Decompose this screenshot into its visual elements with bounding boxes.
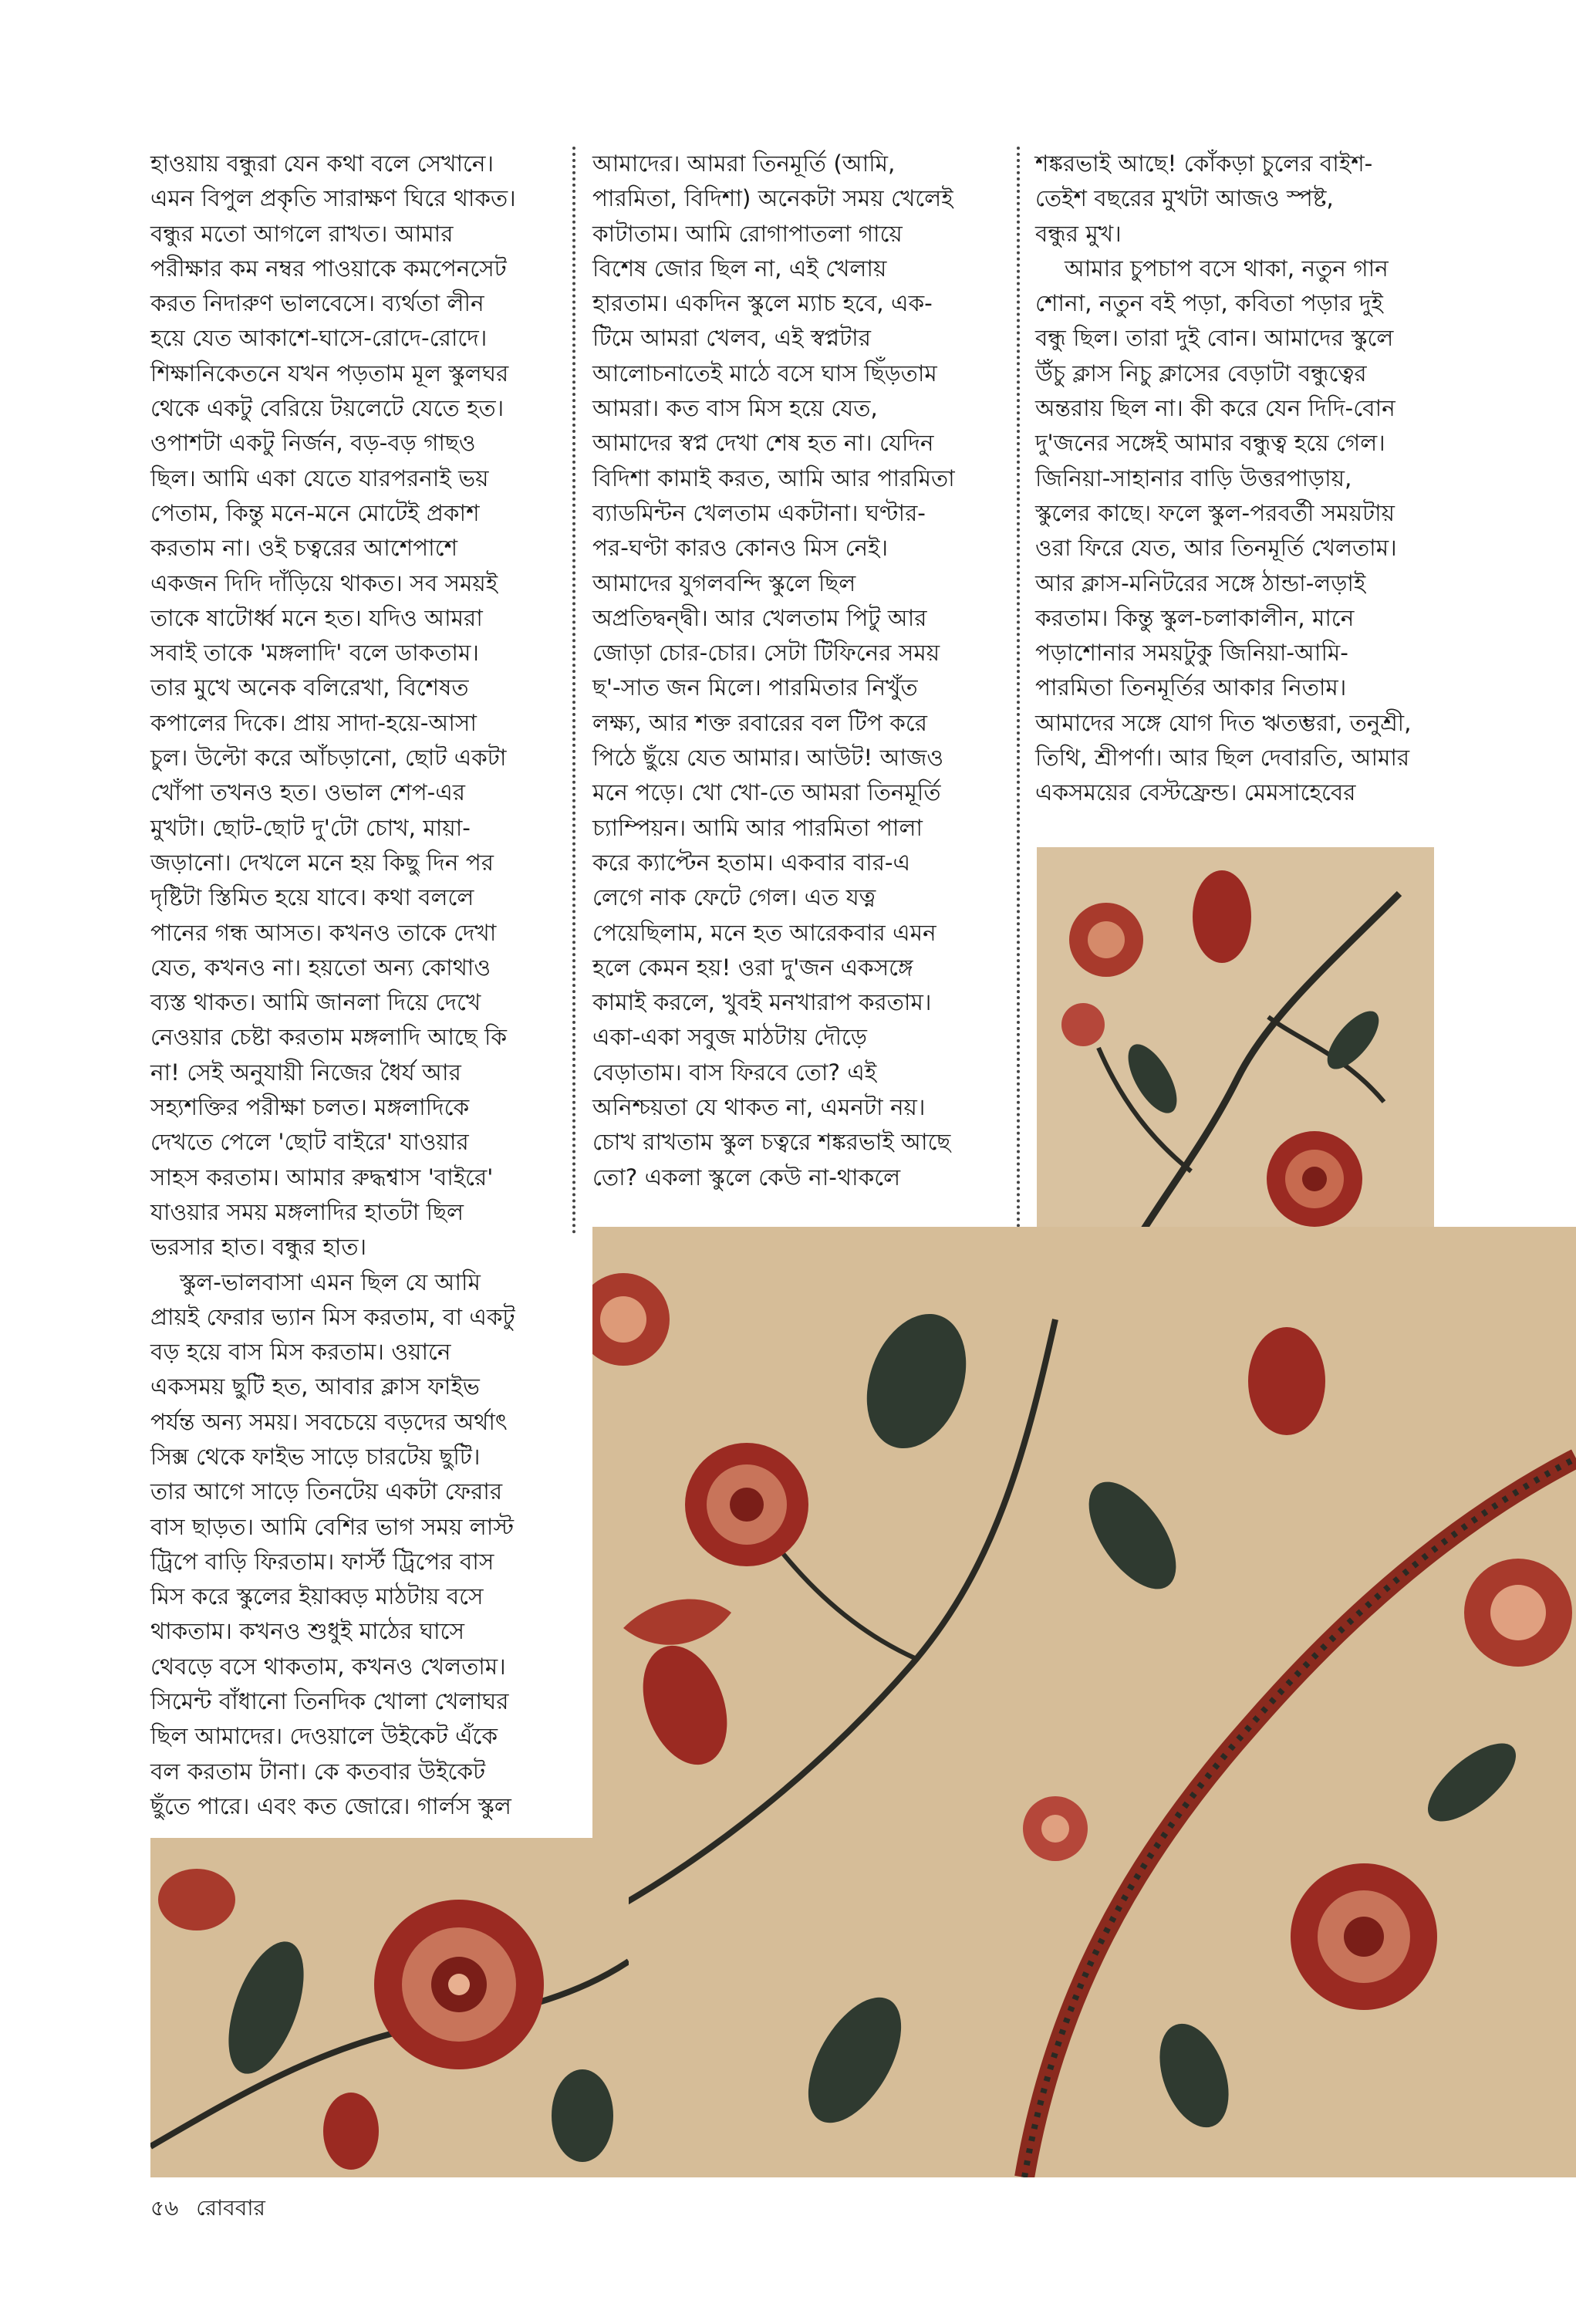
text-line: থাকতাম। কখনও শুধুই মাঠের ঘাসে — [150, 1618, 464, 1645]
text-line: তাকে ষাটোর্ধ্ব মনে হত। যদিও আমরা — [150, 604, 483, 631]
text-line: তো? একলা স্কুলে কেউ না-থাকলে — [592, 1164, 901, 1191]
text-line: বিদিশা কামাই করত, আমি আর পারমিতা — [592, 464, 955, 491]
paragraph — [1035, 147, 1436, 252]
text-line: ট্রিপে বাড়ি ফিরতাম। ফার্স্ট ট্রিপের বাস — [150, 1548, 494, 1575]
text-line: বন্ধু ছিল। তারা দুই বোন। আমাদের স্কুলে — [1035, 325, 1394, 352]
paragraph — [150, 147, 540, 1265]
text-line: তার মুখে অনেক বলিরেখা, বিশেষত — [150, 674, 469, 701]
text-line: বাস ছাড়ত। আমি বেশির ভাগ সময় লাস্ট — [150, 1513, 515, 1540]
floral-fabric-image-bottom — [150, 1838, 629, 2177]
text-line: আমাদের যুগলবন্দি স্কুলে ছিল — [592, 569, 856, 596]
text-line: পেয়েছিলাম, মনে হত আরেকবার এমন — [592, 919, 936, 946]
text-line: সবাই তাকে 'মঙ্গলাদি' বলে ডাকতাম। — [150, 640, 479, 667]
text-line: আমাদের স্বপ্ন দেখা শেষ হত না। যেদিন — [592, 430, 934, 457]
text-line: কামাই করলে, খুবই মনখারাপ করতাম। — [592, 989, 932, 1016]
text-line: আমার চুপচাপ বসে থাকা, নতুন গান — [1065, 255, 1389, 282]
page-footer — [150, 2191, 276, 2228]
text-line: না! সেই অনুযায়ী নিজের ধৈর্য আর — [150, 1059, 461, 1086]
text-line: পারমিতা তিনমূর্তির আকার নিতাম। — [1035, 674, 1347, 701]
text-line: দৃষ্টিটা স্তিমিত হয়ে যাবে। কথা বললে — [150, 884, 474, 911]
text-line: শঙ্করভাই আছে! কোঁকড়া চুলের বাইশ- — [1035, 150, 1373, 177]
text-line: অন্তরায় ছিল না। কী করে যেন দিদি-বোন — [1035, 395, 1395, 422]
text-line: জড়ানো। দেখলে মনে হয় কিছু দিন পর — [150, 849, 494, 876]
text-line: পারমিতা, বিদিশা) অনেকটা সময় খেলেই — [592, 185, 953, 212]
text-line: অপ্রতিদ্বন্দ্বী। আর খেলতাম পিটু আর — [592, 604, 927, 631]
text-line: কপালের দিকে। প্রায় সাদা-হয়ে-আসা — [150, 709, 477, 736]
text-line: সিমেন্ট বাঁধানো তিনদিক খোলা খেলাঘর — [150, 1688, 509, 1715]
text-line: শিক্ষানিকেতনে যখন পড়তাম মূল স্কুলঘর — [150, 360, 509, 387]
text-line: পানের গন্ধ আসত। কখনও তাকে দেখা — [150, 919, 497, 946]
text-line: বন্ধুর মুখ। — [1035, 220, 1122, 247]
text-line: আমাদের। আমরা তিনমূর্তি (আমি, — [592, 150, 896, 177]
text-column-2 — [592, 147, 994, 1195]
text-line: ছুঁতে পারে। এবং কত জোরে। গার্লস স্কুল — [150, 1792, 511, 1819]
text-line: শোনা, নতুন বই পড়া, কবিতা পড়ার দুই — [1035, 290, 1383, 317]
text-line: বড় হয়ে বাস মিস করতাম। ওয়ানে — [150, 1339, 451, 1366]
text-line: করে ক্যাপ্টেন হতাম। একবার বার-এ — [592, 849, 911, 876]
text-line: থেবড়ে বসে থাকতাম, কখনও খেলতাম। — [150, 1653, 506, 1680]
text-line: তার আগে সাড়ে তিনটেয় একটা ফেরার — [150, 1478, 503, 1505]
text-line: এমন বিপুল প্রকৃতি সারাক্ষণ ঘিরে থাকত। — [150, 185, 516, 212]
text-line: যেত, কখনও না। হয়তো অন্য কোথাও — [150, 954, 491, 981]
paragraph — [150, 1265, 540, 1825]
text-line: মুখটা। ছোট-ছোট দু'টো চোখ, মায়া- — [150, 814, 471, 841]
text-line: করতাম। কিন্তু স্কুল-চলাকালীন, মানে — [1035, 604, 1355, 631]
text-line: বেড়াতাম। বাস ফিরবে তো? এই — [592, 1059, 877, 1086]
magazine-name: রোববার — [196, 2195, 265, 2221]
text-line: ছ'-সাত জন মিলে। পারমিতার নিখুঁত — [592, 674, 918, 701]
text-line: আর ক্লাস-মনিটরের সঙ্গে ঠান্ডা-লড়াই — [1035, 569, 1366, 596]
text-line: দু'জনের সঙ্গেই আমার বন্ধুত্ব হয়ে গেল। — [1035, 430, 1385, 457]
text-line: একা-একা সবুজ মাঠটায় দৌড়ে — [592, 1024, 867, 1051]
text-line: ব্যাডমিন্টন খেলতাম একটানা। ঘণ্টার- — [592, 499, 926, 526]
text-line: করতাম না। ওই চত্বরের আশেপাশে — [150, 535, 458, 562]
text-line: একসময়ের বেস্টফ্রেন্ড। মেমসাহেবের — [1035, 779, 1356, 806]
text-line: ছিল। আমি একা যেতে যারপরনাই ভয় — [150, 464, 489, 491]
text-line: মিস করে স্কুলের ইয়াব্বড় মাঠটায় বসে — [150, 1583, 484, 1610]
text-line: একজন দিদি দাঁড়িয়ে থাকত। সব সময়ই — [150, 569, 498, 596]
text-line: চ্যাম্পিয়ন। আমি আর পারমিতা পালা — [592, 814, 923, 841]
text-line: আলোচনাতেই মাঠে বসে ঘাস ছিঁড়তাম — [592, 360, 937, 387]
text-line: পেতাম, কিন্তু মনে-মনে মোটেই প্রকাশ — [150, 499, 480, 526]
text-line: লেগে নাক ফেটে গেল। এত যত্ন — [592, 884, 876, 911]
text-line: ছিল আমাদের। দেওয়ালে উইকেট এঁকে — [150, 1723, 498, 1750]
text-line: চুল। উল্টো করে আঁচড়ানো, ছোট একটা — [150, 745, 507, 772]
page-number: ৫৬ — [150, 2195, 179, 2221]
text-line: অনিশ্চয়তা যে থাকত না, এমনটা নয়। — [592, 1094, 926, 1121]
text-line: মনে পড়ে। খো খো-তে আমরা তিনমূর্তি — [592, 779, 941, 806]
text-line: সহ্যশক্তির পরীক্ষা চলত। মঙ্গলাদিকে — [150, 1094, 470, 1121]
text-line: পর্যন্ত অন্য সময়। সবচেয়ে বড়দের অর্থাৎ — [150, 1408, 508, 1435]
text-line: উঁচু ক্লাস নিচু ক্লাসের বেড়াটা বন্ধুত্বের — [1035, 360, 1367, 387]
text-line: পরীক্ষার কম নম্বর পাওয়াকে কমপেনসেট — [150, 255, 507, 282]
text-line: স্কুল-ভালবাসা এমন ছিল যে আমি — [180, 1268, 481, 1295]
text-line: কাটাতাম। আমি রোগাপাতলা গায়ে — [592, 220, 903, 247]
text-line: জিনিয়া-সাহানার বাড়ি উত্তরপাড়ায়, — [1035, 464, 1352, 491]
text-line: খোঁপা তখনও হত। ওভাল শেপ-এর — [150, 779, 465, 806]
text-line: পর-ঘণ্টা কারও কোনও মিস নেই। — [592, 535, 889, 562]
text-line: আমরা। কত বাস মিস হয়ে যেত, — [592, 395, 878, 422]
text-line: করত নিদারুণ ভালবেসে। ব্যর্থতা লীন — [150, 290, 484, 317]
text-line: হলে কেমন হয়! ওরা দু'জন একসঙ্গে — [592, 954, 913, 981]
column-divider-1 — [572, 147, 575, 1235]
text-line: তেইশ বছরের মুখটা আজও স্পষ্ট, — [1035, 185, 1334, 212]
text-line: নেওয়ার চেষ্টা করতাম মঙ্গলাদি আছে কি — [150, 1024, 508, 1051]
text-line: হারতাম। একদিন স্কুলে ম্যাচ হবে, এক- — [592, 290, 933, 317]
text-line: লক্ষ্য, আর শক্ত রবারের বল টিপ করে — [592, 709, 927, 736]
text-line: দেখতে পেলে 'ছোট বাইরে' যাওয়ার — [150, 1129, 469, 1156]
text-line: ওরা ফিরে যেত, আর তিনমূর্তি খেলতাম। — [1035, 535, 1397, 562]
text-line: ওপাশটা একটু নির্জন, বড়-বড় গাছও — [150, 430, 476, 457]
text-line: ভরসার হাত। বন্ধুর হাত। — [150, 1234, 367, 1261]
text-line: চোখ রাখতাম স্কুল চত্বরে শঙ্করভাই আছে — [592, 1129, 951, 1156]
paragraph — [592, 147, 994, 1195]
text-line: স্কুলের কাছে। ফলে স্কুল-পরবর্তী সময়টায় — [1035, 499, 1395, 526]
text-line: একসময় ছুটি হত, আবার ক্লাস ফাইভ — [150, 1373, 480, 1400]
paragraph — [1035, 252, 1436, 811]
text-column-1 — [150, 147, 540, 1824]
text-line: সিক্স থেকে ফাইভ সাড়ে চারটেয় ছুটি। — [150, 1443, 481, 1470]
text-line: যাওয়ার সময় মঙ্গলাদির হাতটা ছিল — [150, 1198, 464, 1225]
text-line: জোড়া চোর-চোর। সেটা টিফিনের সময় — [592, 640, 940, 667]
text-line: বল করতাম টানা। কে কতবার উইকেট — [150, 1758, 486, 1785]
text-line: পড়াশোনার সময়টুকু জিনিয়া-আমি- — [1035, 640, 1348, 667]
text-line: হাওয়ায় বন্ধুরা যেন কথা বলে সেখানে। — [150, 150, 494, 177]
text-line: সাহস করতাম। আমার রুদ্ধশ্বাস 'বাইরে' — [150, 1164, 494, 1191]
text-line: হয়ে যেত আকাশে-ঘাসে-রোদে-রোদে। — [150, 325, 488, 352]
text-line: প্রায়ই ফেরার ভ্যান মিস করতাম, বা একটু — [150, 1303, 515, 1330]
text-line: বিশেষ জোর ছিল না, এই খেলায় — [592, 255, 887, 282]
floral-fabric-image-main — [592, 1227, 1576, 2177]
text-line: থেকে একটু বেরিয়ে টয়লেটে যেতে হত। — [150, 395, 505, 422]
text-column-3 — [1035, 147, 1436, 811]
text-line: পিঠে ছুঁয়ে যেত আমার। আউট! আজও — [592, 745, 944, 772]
text-line: টিমে আমরা খেলব, এই স্বপ্নটার — [592, 325, 871, 352]
text-line: বন্ধুর মতো আগলে রাখত। আমার — [150, 220, 454, 247]
text-line: ব্যস্ত থাকত। আমি জানলা দিয়ে দেখে — [150, 989, 481, 1016]
text-line: তিথি, শ্রীপর্ণা। আর ছিল দেবারতি, আমার — [1035, 745, 1410, 772]
text-line: আমাদের সঙ্গে যোগ দিত ঋতম্ভরা, তনুশ্রী, — [1035, 709, 1412, 736]
column-divider-2 — [1017, 147, 1020, 1235]
